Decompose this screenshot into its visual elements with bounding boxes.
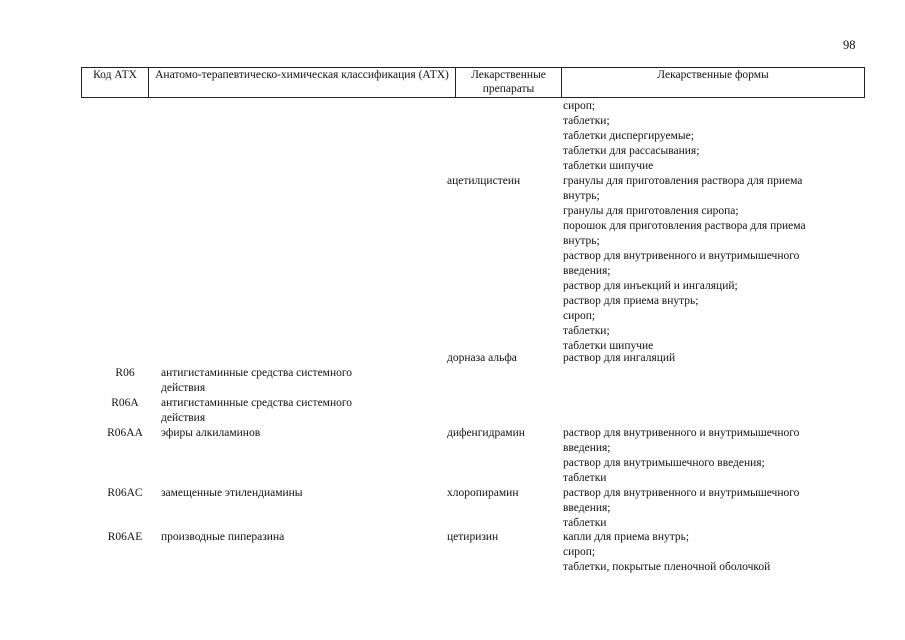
form-line: сироп; (563, 310, 596, 322)
header-code: Код АТХ (82, 68, 149, 97)
form-line: таблетки для рассасывания; (563, 145, 700, 157)
form-line: введения; (563, 442, 611, 454)
form-line: раствор для внутривенного и внутримышечного (563, 487, 800, 499)
form-line: внутрь; (563, 190, 600, 202)
drug-name: цетиризин (447, 531, 499, 543)
drug-name: ацетилцистеин (447, 175, 521, 187)
r06ac-forms-list (563, 486, 863, 531)
form-line: таблетки шипучие (563, 160, 654, 172)
table-header (81, 67, 865, 98)
drug-name: дорназа альфа (447, 352, 517, 364)
form-line: введения; (563, 502, 611, 514)
r06aa-forms-list (563, 426, 863, 486)
form-line: таблетки (563, 517, 607, 529)
r06ae-forms-list (563, 530, 863, 575)
header-drugs: Лекарственные препараты (456, 68, 562, 97)
form-line: порошок для приготовления раствора для приема (563, 220, 806, 232)
atc-code: R06AE (107, 531, 143, 543)
atc-code: R06AC (107, 487, 143, 499)
atc-classification: эфиры алкиламинов (161, 427, 261, 439)
form-line: таблетки шипучие (563, 340, 654, 352)
atc-classification: антигистаминные средства системного действия (161, 367, 353, 394)
drug-name: дифенгидрамин (447, 427, 525, 439)
continued-forms-list (563, 99, 863, 174)
form-line: раствор для приема внутрь; (563, 295, 699, 307)
form-line: раствор для внутримышечного введения; (563, 457, 765, 469)
atc-classification: замещенные этилендиамины (161, 487, 303, 499)
header-forms: Лекарственные формы (657, 69, 769, 81)
acetylcysteine-forms-list (563, 174, 863, 354)
form-line: внутрь; (563, 235, 600, 247)
form-line: сироп; (563, 546, 596, 558)
form-line: введения; (563, 265, 611, 277)
atc-code: R06A (111, 397, 139, 409)
form-line: таблетки (563, 472, 607, 484)
header-classification: Анатомо-терапевтическо-химическая классификация (АТХ) (149, 68, 456, 97)
atc-classification: антигистаминные средства системного действия (161, 397, 353, 424)
form-line: таблетки диспергируемые; (563, 130, 694, 142)
form-line: раствор для внутривенного и внутримышечного (563, 427, 800, 439)
drug-name: хлоропирамин (447, 487, 519, 499)
form-line: таблетки; (563, 325, 610, 337)
page-number: 98 (843, 38, 856, 52)
dornase-forms-list (563, 351, 863, 366)
atc-code: R06 (115, 367, 135, 379)
form-line: гранулы для приготовления сиропа; (563, 205, 739, 217)
atc-code: R06AA (107, 427, 143, 439)
form-line: раствор для инъекций и ингаляций; (563, 280, 738, 292)
atc-classification: производные пиперазина (161, 531, 285, 543)
form-line: сироп; (563, 100, 596, 112)
form-line: раствор для внутривенного и внутримышечного (563, 250, 800, 262)
form-line: гранулы для приготовления раствора для приема (563, 175, 803, 187)
form-line: таблетки; (563, 115, 610, 127)
form-line: таблетки, покрытые пленочной оболочкой (563, 561, 771, 573)
form-line: раствор для ингаляций (563, 352, 676, 364)
form-line: капли для приема внутрь; (563, 531, 690, 543)
